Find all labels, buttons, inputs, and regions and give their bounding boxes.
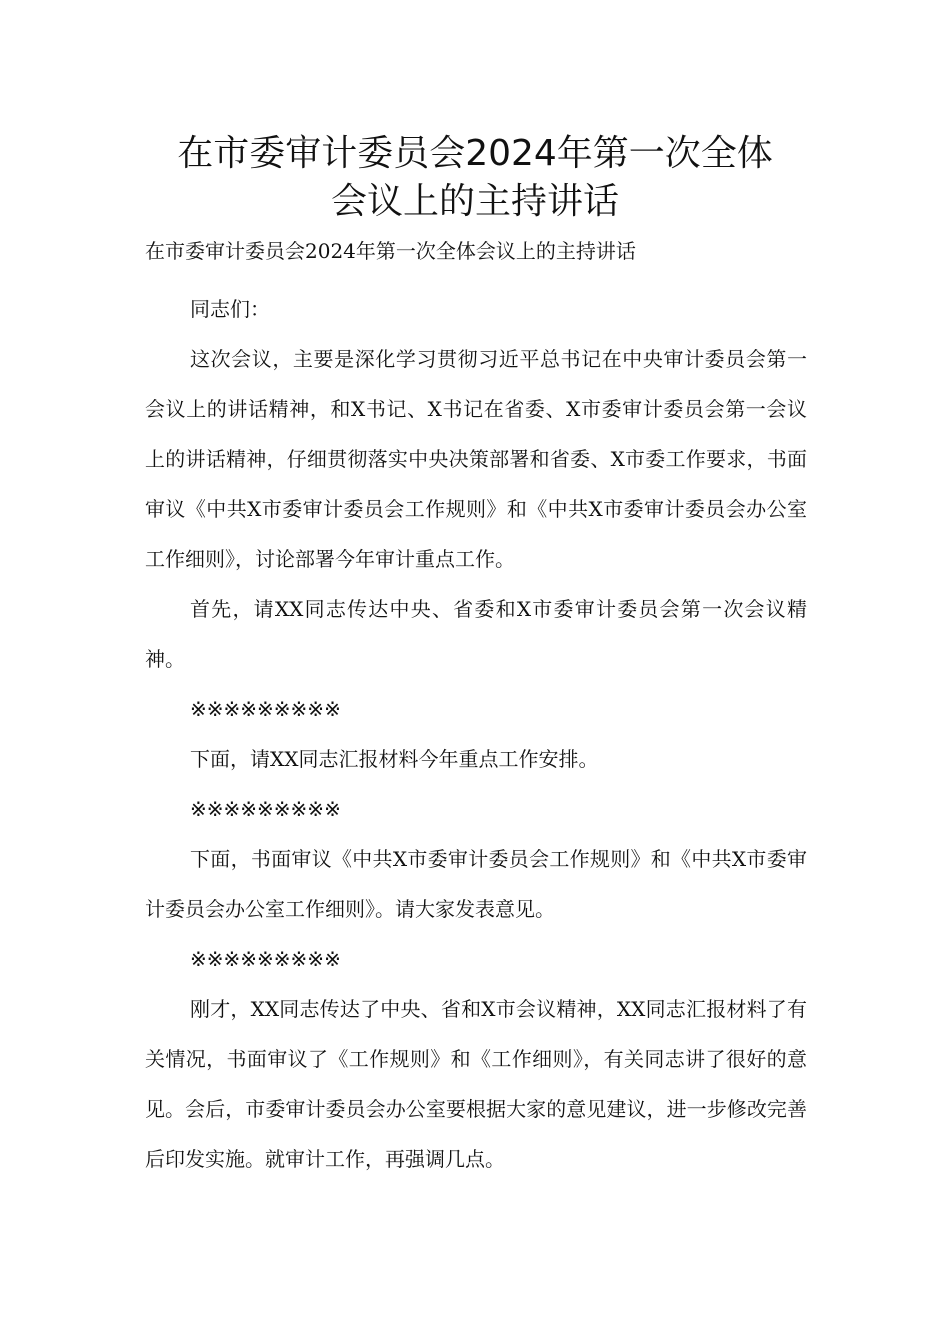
separator-marks: ※※※※※※※※※: [190, 697, 341, 721]
paragraph-intro: 这次会议，主要是深化学习贯彻习近平总书记在中央审计委员会第一会议上的讲话精神，和X书记、X书记在省委、X市委审计委员会第一会议上的讲话精神，仔细贯彻落实中央决策部署和省委、X市委工作要求，书面审议《中共X市委审计委员会工作规则》和《中共X市委审计委员会办公室工作细则》，讨论部署今年审计重点工作。: [145, 347, 807, 571]
document-title: [100, 130, 850, 226]
paragraph-first-agenda: 首先，请XX同志传达中央、省委和X市委审计委员会第一次会议精神。: [145, 597, 807, 671]
title-line-1: 在市委审计委员会2024年第一次全体: [177, 133, 773, 174]
paragraph-third-agenda: 下面，书面审议《中共X市委审计委员会工作规则》和《中共X市委审计委员会办公室工作细则》。请大家发表意见。: [145, 847, 807, 921]
document-body: [145, 284, 807, 1184]
separator-marks: ※※※※※※※※※: [190, 797, 341, 821]
document-subtitle: 在市委审计委员会2024年第一次全体会议上的主持讲话: [145, 239, 636, 263]
title-line-2: 会议上的主持讲话: [330, 181, 619, 222]
salutation: 同志们：: [190, 297, 270, 321]
paragraph-summary: 刚才，XX同志传达了中央、省和X市会议精神，XX同志汇报材料了有关情况，书面审议了《工作规则》和《工作细则》，有关同志讲了很好的意见。会后，市委审计委员会办公室要根据大家的意见建议，进一步修改完善后印发实施。就审计工作，再强调几点。: [145, 997, 807, 1171]
separator-marks: ※※※※※※※※※: [190, 947, 341, 971]
paragraph-second-agenda: 下面，请XX同志汇报材料今年重点工作安排。: [190, 747, 599, 771]
